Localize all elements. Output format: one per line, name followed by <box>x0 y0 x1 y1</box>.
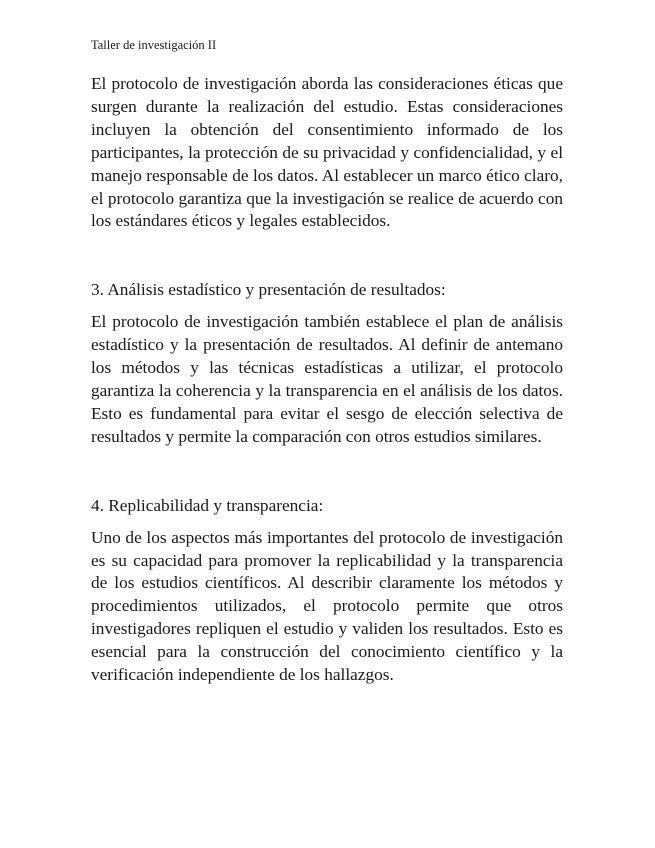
section-3-heading: 3. Análisis estadístico y presentación de resultados: <box>91 280 446 300</box>
section-4-paragraph: Uno de los aspectos más importantes del protocolo de investigación es su capacidad para promover la replicabilidad y la transparencia de los estudios científicos. Al describir claramente los métodos y procedimientos utilizados, el protocolo permite que otros investigadores repliquen el estudio y validen los resultados. Esto es esencial para la construcción del conocimiento científico y la verificación independiente de los hallazgos. <box>91 527 563 685</box>
document-body <box>91 73 563 687</box>
running-header: Taller de investigación II <box>91 38 217 52</box>
section-4-heading: 4. Replicabilidad y transparencia: <box>91 495 324 515</box>
section-3-paragraph: El protocolo de investigación también establece el plan de análisis estadístico y la presentación de resultados. Al definir de antemano los métodos y las técnicas estadísticas a utilizar, el protocolo garantiza la coherencia y la transparencia en el análisis de los datos. Esto es fundamental para evitar el sesgo de elección selectiva de resultados y permite la comparación con otros estudios similares. <box>91 312 563 446</box>
paragraph-ethical-considerations: El protocolo de investigación aborda las consideraciones éticas que surgen durante la realización del estudio. Estas consideraciones incluyen la obtención del consentimiento informado de los participantes, la protección de su privacidad y confidencialidad, y el manejo responsable de los datos. Al establecer un marco ético claro, el protocolo garantiza que la investigación se realice de acuerdo con los estándares éticos y legales establecidos. <box>91 74 563 231</box>
